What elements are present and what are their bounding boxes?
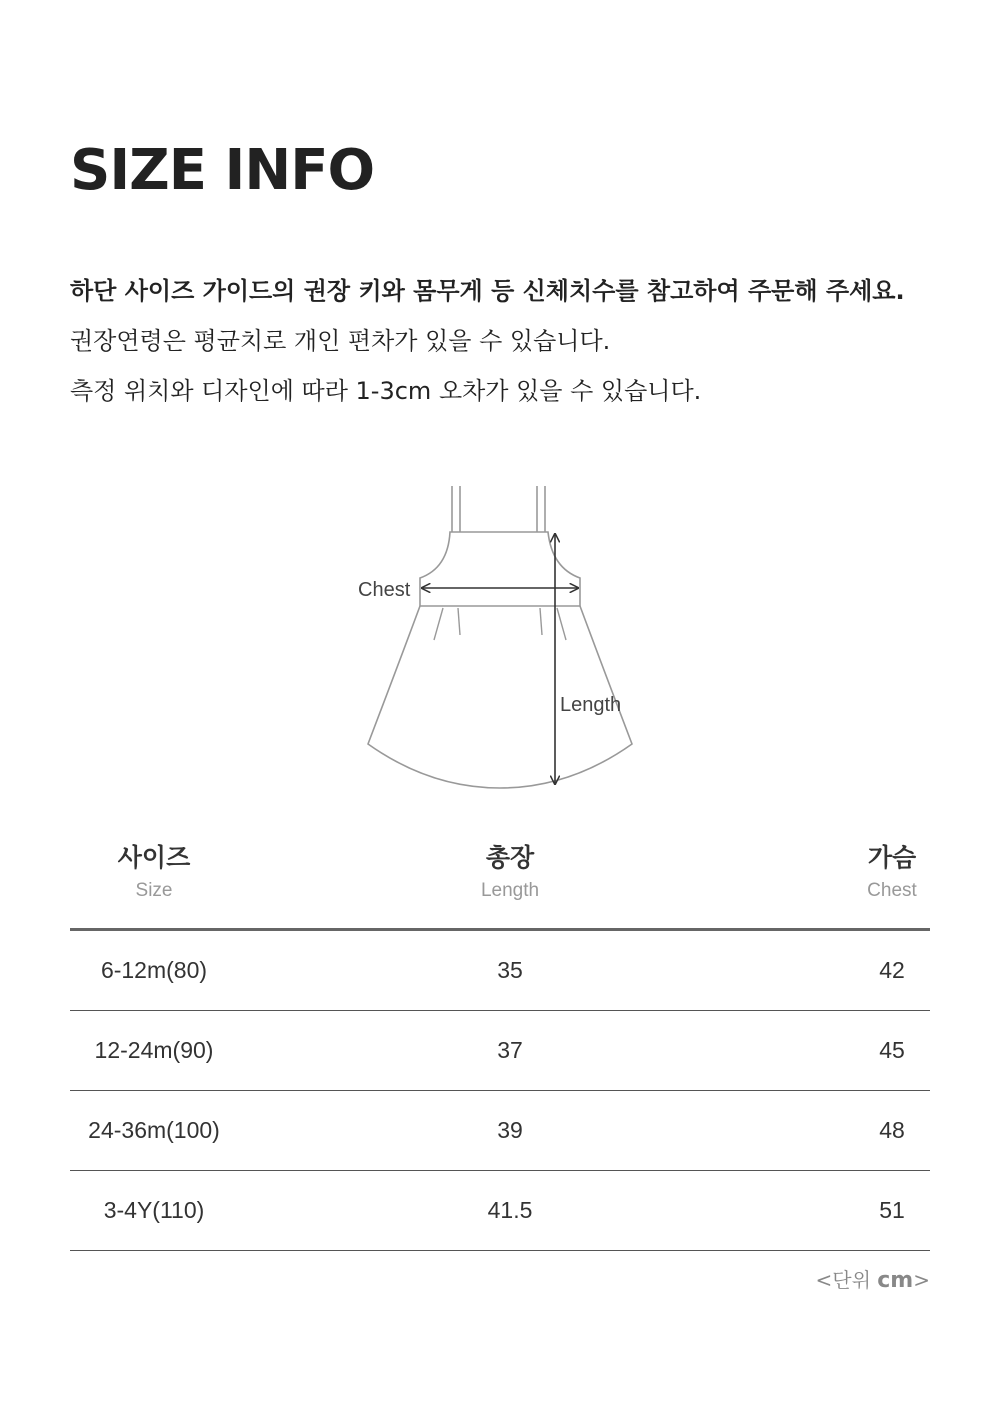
size-notes <box>70 266 905 416</box>
dress-pleats <box>434 608 566 640</box>
table-row <box>70 931 930 1011</box>
unit-note <box>816 1264 931 1293</box>
header-chest <box>842 840 942 906</box>
header-length <box>460 840 560 906</box>
cell-size: 12-24m(90) <box>94 1037 214 1063</box>
note-age-deviation: 권장연령은 평균치로 개인 편차가 있을 수 있습니다. <box>70 327 611 355</box>
cell-chest: 48 <box>879 1117 905 1143</box>
table-row <box>70 1171 930 1251</box>
cell-size: 24-36m(100) <box>88 1117 220 1143</box>
cell-length: 37 <box>497 1037 523 1063</box>
header-chest-en: Chest <box>867 880 917 901</box>
unit-close: > <box>913 1268 930 1292</box>
page-title: SIZE INFO <box>70 138 375 203</box>
unit-open: <단위 <box>815 1268 878 1292</box>
cell-chest: 45 <box>879 1037 905 1063</box>
header-length-en: Length <box>480 880 540 901</box>
header-length-ko: 총장 <box>485 843 535 872</box>
cell-size: 6-12m(80) <box>100 957 208 983</box>
cell-chest: 51 <box>879 1197 905 1223</box>
header-chest-ko: 가슴 <box>867 843 917 872</box>
table-row <box>70 1011 930 1091</box>
chest-label: Chest <box>358 579 411 601</box>
cell-length: 41.5 <box>487 1197 533 1223</box>
cell-chest: 42 <box>879 957 905 983</box>
dress-measurement-diagram <box>340 470 660 810</box>
unit-value: cm <box>877 1268 914 1293</box>
header-size <box>104 840 204 906</box>
dress-bodice <box>420 532 580 606</box>
note-order-guide: 하단 사이즈 가이드의 권장 키와 몸무게 등 신체치수를 참고하여 주문해 주세요. <box>70 277 905 305</box>
dress-straps <box>452 486 545 532</box>
table-row <box>70 1091 930 1171</box>
cell-size: 3-4Y(110) <box>103 1197 205 1223</box>
header-size-ko: 사이즈 <box>117 843 191 872</box>
header-size-en: Size <box>135 880 173 901</box>
cell-length: 39 <box>497 1117 523 1143</box>
cell-length: 35 <box>497 957 523 983</box>
size-table-header <box>70 840 930 931</box>
note-measurement-error: 측정 위치와 디자인에 따라 1-3cm 오차가 있을 수 있습니다. <box>70 377 702 405</box>
size-table <box>70 840 930 1251</box>
length-label: Length <box>560 694 622 716</box>
dress-illustration <box>340 470 660 810</box>
